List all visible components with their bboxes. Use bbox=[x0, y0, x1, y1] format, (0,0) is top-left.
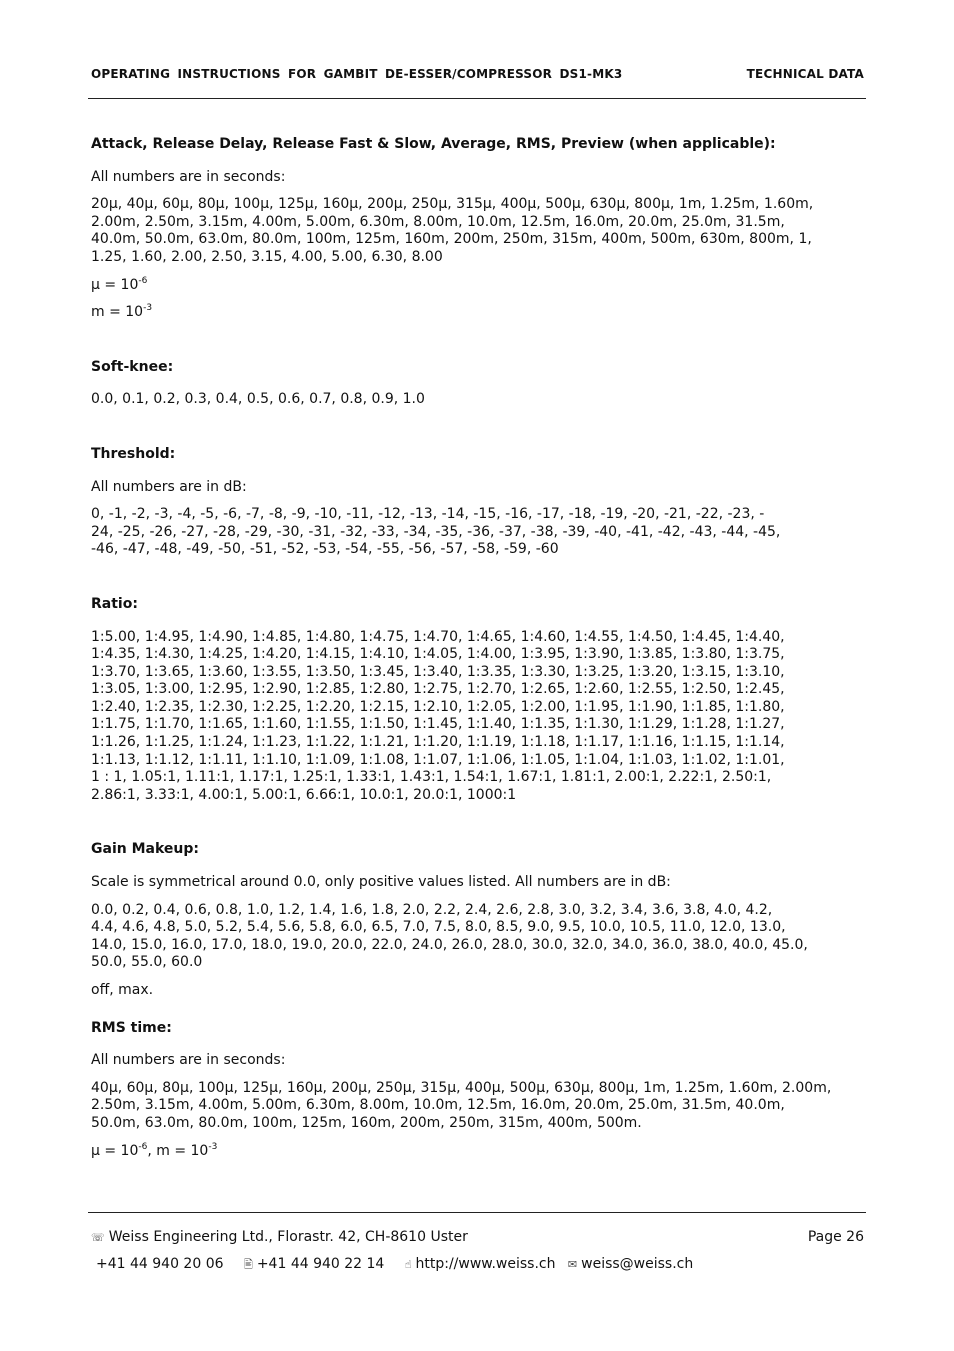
footer-address: Weiss Engineering Ltd., Florastr. 42, CH-8610 Uster bbox=[108, 1229, 468, 1245]
attack-note: All numbers are in seconds: bbox=[91, 168, 286, 185]
header-section: TECHNICAL DATA bbox=[746, 67, 864, 81]
m-exponent: -3 bbox=[143, 303, 153, 314]
footer-email-link[interactable]: weiss@weiss.ch bbox=[581, 1256, 694, 1272]
gain-note: Scale is symmetrical around 0.0, only positive values listed. All numbers are in dB: bbox=[91, 874, 671, 891]
ratio-line: 1 : 1, 1.05:1, 1.11:1, 1.17:1, 1.25:1, 1.33:1, 1.43:1, 1.54:1, 1.67:1, 1.81:1, 2.00:1, 2.22:1, 2.50:1, bbox=[91, 769, 772, 786]
header-divider bbox=[88, 98, 866, 99]
threshold-line: -46, -47, -48, -49, -50, -51, -52, -53, -54, -55, -56, -57, -58, -59, -60 bbox=[91, 541, 559, 558]
mail-icon: ✉ bbox=[567, 1258, 578, 1271]
ratio-line: 1:2.40, 1:2.35, 1:2.30, 1:2.25, 1:2.20, 1:2.15, 1:2.10, 1:2.05, 1:2.00, 1:1.95, 1:1.90, 1:1.85, 1:1.80, bbox=[91, 698, 785, 715]
page-content bbox=[91, 136, 863, 1160]
rms-values bbox=[91, 1080, 863, 1133]
footer-web-link[interactable]: http://www.weiss.ch bbox=[415, 1256, 556, 1272]
rms-line: 40µ, 60µ, 80µ, 100µ, 125µ, 160µ, 200µ, 250µ, 315µ, 400µ, 500µ, 630µ, 800µ, 1m, 1.25m, 1.60m, 2.00m, bbox=[91, 1079, 832, 1096]
rms-note: All numbers are in seconds: bbox=[91, 1052, 286, 1069]
footer-contact-line bbox=[91, 1256, 864, 1275]
ratio-line: 1:5.00, 1:4.95, 1:4.90, 1:4.85, 1:4.80, 1:4.75, 1:4.70, 1:4.65, 1:4.60, 1:4.55, 1:4.50, 1:4.45, 1:4.40, bbox=[91, 628, 785, 645]
rms-mu-base: µ = 10 bbox=[91, 1142, 139, 1159]
rms-line: 50.0m, 63.0m, 80.0m, 100m, 125m, 160m, 200m, 250m, 315m, 400m, 500m. bbox=[91, 1114, 642, 1131]
rms-m-base: , m = 10 bbox=[147, 1142, 209, 1159]
ratio-line: 1:1.75, 1:1.70, 1:1.65, 1:1.60, 1:1.55, 1:1.50, 1:1.45, 1:1.40, 1:1.35, 1:1.30, 1:1.29, 1:1.28, 1:1.27, bbox=[91, 716, 785, 733]
attack-line: 2.00m, 2.50m, 3.15m, 4.00m, 5.00m, 6.30m, 8.00m, 10.0m, 12.5m, 16.0m, 20.0m, 25.0m, 31.5m, bbox=[91, 213, 785, 230]
m-definition bbox=[91, 304, 863, 322]
m-base: m = 10 bbox=[91, 304, 144, 321]
gain-line: 0.0, 0.2, 0.4, 0.6, 0.8, 1.0, 1.2, 1.4, 1.6, 1.8, 2.0, 2.2, 2.4, 2.6, 2.8, 3.0, 3.2, 3.4, 3.6, 3.8, 4.0, 4.2, bbox=[91, 901, 773, 918]
mu-exponent: -6 bbox=[138, 275, 148, 286]
phone-icon: ☏ bbox=[91, 1231, 105, 1244]
threshold-note: All numbers are in dB: bbox=[91, 478, 247, 495]
ratio-heading: Ratio: bbox=[91, 595, 138, 612]
ratio-line: 1:1.13, 1:1.12, 1:1.11, 1:1.10, 1:1.09, 1:1.08, 1:1.07, 1:1.06, 1:1.05, 1:1.04, 1:1.03, 1:1.02, 1:1.01, bbox=[91, 751, 785, 768]
gain-line: 14.0, 15.0, 16.0, 17.0, 18.0, 19.0, 20.0, 22.0, 24.0, 26.0, 28.0, 30.0, 32.0, 34.0, 36.0, 38.0, 40.0, 45.0, bbox=[91, 936, 808, 953]
rms-mu-exponent: -6 bbox=[138, 1141, 148, 1152]
mu-definition bbox=[91, 277, 863, 295]
footer-divider bbox=[88, 1212, 866, 1213]
attack-heading: Attack, Release Delay, Release Fast & Slow, Average, RMS, Preview (when applicable): bbox=[91, 136, 776, 152]
ratio-line: 1:4.35, 1:4.30, 1:4.25, 1:4.20, 1:4.15, 1:4.10, 1:4.05, 1:4.00, 1:3.95, 1:3.90, 1:3.85, 1:3.80, 1:3.75, bbox=[91, 646, 785, 663]
web-icon: ☝ bbox=[404, 1258, 412, 1271]
softknee-heading: Soft-knee: bbox=[91, 358, 174, 375]
rms-line: 2.50m, 3.15m, 4.00m, 5.00m, 6.30m, 8.00m, 10.0m, 12.5m, 16.0m, 20.0m, 25.0m, 31.5m, 40.0m, bbox=[91, 1097, 785, 1114]
ratio-line: 1:3.05, 1:3.00, 1:2.95, 1:2.90, 1:2.85, 1:2.80, 1:2.75, 1:2.70, 1:2.65, 1:2.60, 1:2.55, 1:2.50, 1:2.45, bbox=[91, 681, 785, 698]
threshold-line: 0, -1, -2, -3, -4, -5, -6, -7, -8, -9, -10, -11, -12, -13, -14, -15, -16, -17, -18, -19, -20, -21, -22, -23, - bbox=[91, 506, 765, 523]
attack-line: 20µ, 40µ, 60µ, 80µ, 100µ, 125µ, 160µ, 200µ, 250µ, 315µ, 400µ, 500µ, 630µ, 800µ, 1m, 1.25m, 1.60m, bbox=[91, 196, 814, 213]
ratio-line: 1:3.70, 1:3.65, 1:3.60, 1:3.55, 1:3.50, 1:3.45, 1:3.40, 1:3.35, 1:3.30, 1:3.25, 1:3.20, 1:3.15, 1:3.10, bbox=[91, 663, 785, 680]
fax-icon: 🖹 bbox=[243, 1258, 253, 1271]
softknee-values: 0.0, 0.1, 0.2, 0.3, 0.4, 0.5, 0.6, 0.7, 0.8, 0.9, 1.0 bbox=[91, 391, 425, 408]
threshold-values bbox=[91, 506, 863, 559]
header-title: OPERATING INSTRUCTIONS FOR GAMBIT DE-ESSER/COMPRESSOR DS1-MK3 bbox=[91, 67, 623, 81]
gain-heading: Gain Makeup: bbox=[91, 841, 199, 858]
rms-heading: RMS time: bbox=[91, 1019, 172, 1036]
gain-extra: off, max. bbox=[91, 982, 154, 998]
rms-unit-definition bbox=[91, 1143, 863, 1161]
gain-values bbox=[91, 902, 863, 972]
ratio-line: 2.86:1, 3.33:1, 4.00:1, 5.00:1, 6.66:1, 10.0:1, 20.0:1, 1000:1 bbox=[91, 786, 517, 803]
footer-phone: +41 44 940 20 06 bbox=[96, 1256, 224, 1272]
threshold-heading: Threshold: bbox=[91, 445, 176, 462]
gain-line: 50.0, 55.0, 60.0 bbox=[91, 954, 203, 971]
ratio-line: 1:1.26, 1:1.25, 1:1.24, 1:1.23, 1:1.22, 1:1.21, 1:1.20, 1:1.19, 1:1.18, 1:1.17, 1:1.16, 1:1.15, 1:1.14, bbox=[91, 734, 785, 751]
attack-values bbox=[91, 196, 863, 266]
threshold-line: 24, -25, -26, -27, -28, -29, -30, -31, -32, -33, -34, -35, -36, -37, -38, -39, -40, -41, -42, -43, -44, -45, bbox=[91, 523, 781, 540]
attack-line: 1.25, 1.60, 2.00, 2.50, 3.15, 4.00, 5.00, 6.30, 8.00 bbox=[91, 248, 443, 265]
footer-address-line bbox=[91, 1229, 864, 1245]
ratio-values bbox=[91, 629, 863, 805]
mu-base: µ = 10 bbox=[91, 276, 139, 293]
gain-line: 4.4, 4.6, 4.8, 5.0, 5.2, 5.4, 5.6, 5.8, 6.0, 6.5, 7.0, 7.5, 8.0, 8.5, 9.0, 9.5, 10.0, 10.5, 11.0, 12.0, 13.0, bbox=[91, 919, 786, 936]
rms-m-exponent: -3 bbox=[208, 1141, 218, 1152]
page-number: Page 26 bbox=[807, 1229, 864, 1245]
attack-line: 40.0m, 50.0m, 63.0m, 80.0m, 100m, 125m, 160m, 200m, 250m, 315m, 400m, 500m, 630m, 800m, 1, bbox=[91, 231, 812, 248]
footer-fax: +41 44 940 22 14 bbox=[256, 1256, 385, 1272]
